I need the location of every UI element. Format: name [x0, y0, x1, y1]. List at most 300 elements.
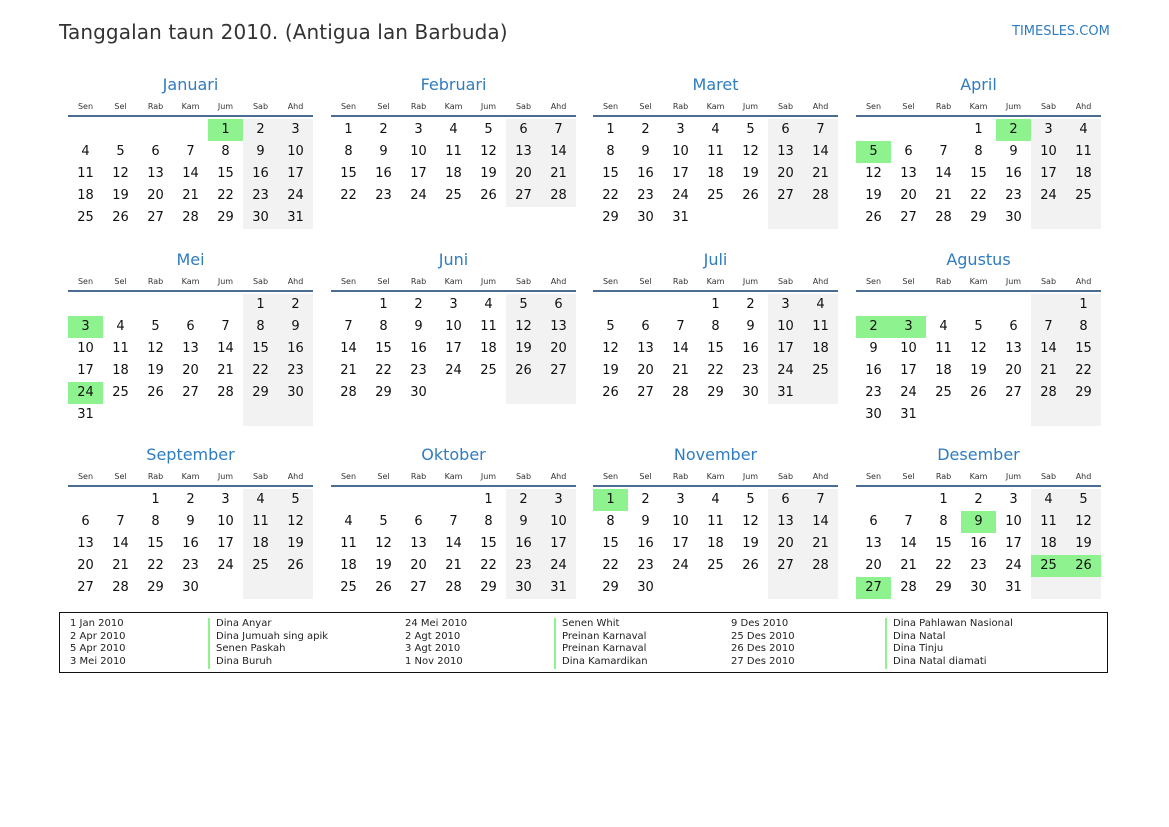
day-cell[interactable]: 21 — [803, 163, 838, 185]
day-cell[interactable]: 19 — [970, 363, 987, 378]
day-cell[interactable]: 30 — [1005, 210, 1022, 225]
day-cell[interactable]: 7 — [939, 144, 948, 159]
day-cell[interactable]: 16 — [243, 163, 278, 185]
day-cell[interactable]: 23 — [375, 188, 392, 203]
day-cell[interactable]: 8 — [711, 319, 720, 334]
day-cell[interactable]: 23 — [1005, 188, 1022, 203]
day-cell[interactable]: 20 — [768, 533, 803, 555]
day-cell[interactable]: 17 — [217, 536, 234, 551]
day-cell[interactable]: 11 — [803, 316, 838, 338]
day-cell[interactable]: 2 — [379, 122, 388, 137]
day-cell[interactable]: 31 — [672, 210, 689, 225]
day-cell[interactable]: 3 — [1009, 492, 1018, 507]
day-cell[interactable]: 4 — [939, 319, 948, 334]
day-cell[interactable]: 21 — [1031, 360, 1066, 382]
day-cell[interactable]: 5 — [484, 122, 493, 137]
day-cell[interactable]: 23 — [637, 558, 654, 573]
day-cell[interactable]: 22 — [1066, 360, 1101, 382]
day-cell[interactable]: 1 — [208, 119, 243, 141]
day-cell[interactable]: 29 — [970, 210, 987, 225]
day-cell[interactable]: 13 — [1005, 341, 1022, 356]
day-cell[interactable]: 1 — [711, 297, 720, 312]
day-cell[interactable]: 4 — [116, 319, 125, 334]
day-cell[interactable]: 8 — [379, 319, 388, 334]
day-cell[interactable]: 3 — [768, 294, 803, 316]
day-cell[interactable]: 19 — [480, 166, 497, 181]
day-cell[interactable]: 7 — [186, 144, 195, 159]
day-cell[interactable]: 8 — [344, 144, 353, 159]
day-cell[interactable]: 31 — [541, 577, 576, 599]
day-cell[interactable]: 8 — [606, 514, 615, 529]
day-cell[interactable]: 31 — [1005, 580, 1022, 595]
day-cell[interactable]: 21 — [900, 558, 917, 573]
day-cell[interactable]: 10 — [541, 511, 576, 533]
day-cell[interactable]: 29 — [480, 580, 497, 595]
day-cell[interactable]: 30 — [243, 207, 278, 229]
day-cell[interactable]: 1 — [606, 122, 615, 137]
day-cell[interactable]: 9 — [1009, 144, 1018, 159]
day-cell[interactable]: 1 — [939, 492, 948, 507]
day-cell[interactable]: 4 — [711, 122, 720, 137]
day-cell[interactable]: 3 — [68, 316, 103, 338]
day-cell[interactable]: 4 — [344, 514, 353, 529]
day-cell[interactable]: 11 — [340, 536, 357, 551]
day-cell[interactable]: 2 — [856, 316, 891, 338]
day-cell[interactable]: 25 — [445, 188, 462, 203]
day-cell[interactable]: 14 — [672, 341, 689, 356]
day-cell[interactable]: 2 — [641, 122, 650, 137]
day-cell[interactable]: 25 — [77, 210, 94, 225]
day-cell[interactable]: 9 — [186, 514, 195, 529]
day-cell[interactable]: 13 — [541, 316, 576, 338]
day-cell[interactable]: 6 — [869, 514, 878, 529]
day-cell[interactable]: 26 — [742, 558, 759, 573]
day-cell[interactable]: 20 — [637, 363, 654, 378]
day-cell[interactable]: 1 — [1066, 294, 1101, 316]
day-cell[interactable]: 27 — [147, 210, 164, 225]
day-cell[interactable]: 30 — [637, 210, 654, 225]
day-cell[interactable]: 28 — [541, 185, 576, 207]
day-cell[interactable]: 12 — [506, 316, 541, 338]
day-cell[interactable]: 26 — [506, 360, 541, 382]
day-cell[interactable]: 5 — [856, 141, 891, 163]
day-cell[interactable]: 19 — [375, 558, 392, 573]
day-cell[interactable]: 2 — [278, 294, 313, 316]
day-cell[interactable]: 29 — [935, 580, 952, 595]
day-cell[interactable]: 27 — [637, 385, 654, 400]
day-cell[interactable]: 25 — [340, 580, 357, 595]
day-cell[interactable]: 10 — [672, 144, 689, 159]
day-cell[interactable]: 17 — [672, 536, 689, 551]
day-cell[interactable]: 1 — [379, 297, 388, 312]
day-cell[interactable]: 21 — [217, 363, 234, 378]
day-cell[interactable]: 5 — [151, 319, 160, 334]
day-cell[interactable]: 4 — [484, 297, 493, 312]
day-cell[interactable]: 18 — [1066, 163, 1101, 185]
day-cell[interactable]: 15 — [1066, 338, 1101, 360]
day-cell[interactable]: 28 — [935, 210, 952, 225]
day-cell[interactable]: 18 — [445, 166, 462, 181]
day-cell[interactable]: 22 — [707, 363, 724, 378]
day-cell[interactable]: 29 — [1066, 382, 1101, 404]
day-cell[interactable]: 23 — [637, 188, 654, 203]
day-cell[interactable]: 28 — [182, 210, 199, 225]
day-cell[interactable]: 31 — [768, 382, 803, 404]
day-cell[interactable]: 9 — [869, 341, 878, 356]
day-cell[interactable]: 4 — [449, 122, 458, 137]
day-cell[interactable]: 2 — [186, 492, 195, 507]
day-cell[interactable]: 20 — [768, 163, 803, 185]
day-cell[interactable]: 20 — [147, 188, 164, 203]
day-cell[interactable]: 7 — [1031, 316, 1066, 338]
day-cell[interactable]: 1 — [974, 122, 983, 137]
day-cell[interactable]: 21 — [672, 363, 689, 378]
day-cell[interactable]: 18 — [707, 166, 724, 181]
day-cell[interactable]: 14 — [182, 166, 199, 181]
day-cell[interactable]: 14 — [340, 341, 357, 356]
day-cell[interactable]: 22 — [935, 558, 952, 573]
day-cell[interactable]: 8 — [606, 144, 615, 159]
day-cell[interactable]: 12 — [742, 514, 759, 529]
day-cell[interactable]: 9 — [379, 144, 388, 159]
day-cell[interactable]: 21 — [182, 188, 199, 203]
day-cell[interactable]: 22 — [375, 363, 392, 378]
day-cell[interactable]: 15 — [243, 338, 278, 360]
day-cell[interactable]: 6 — [151, 144, 160, 159]
day-cell[interactable]: 18 — [243, 533, 278, 555]
day-cell[interactable]: 13 — [865, 536, 882, 551]
day-cell[interactable]: 18 — [112, 363, 129, 378]
day-cell[interactable]: 13 — [147, 166, 164, 181]
day-cell[interactable]: 10 — [672, 514, 689, 529]
day-cell[interactable]: 24 — [768, 360, 803, 382]
day-cell[interactable]: 2 — [996, 119, 1031, 141]
day-cell[interactable]: 3 — [221, 492, 230, 507]
day-cell[interactable]: 2 — [974, 492, 983, 507]
day-cell[interactable]: 28 — [340, 385, 357, 400]
day-cell[interactable]: 16 — [637, 166, 654, 181]
day-cell[interactable]: 26 — [480, 188, 497, 203]
day-cell[interactable]: 24 — [672, 188, 689, 203]
day-cell[interactable]: 16 — [278, 338, 313, 360]
day-cell[interactable]: 11 — [445, 144, 462, 159]
day-cell[interactable]: 6 — [414, 514, 423, 529]
day-cell[interactable]: 19 — [742, 536, 759, 551]
day-cell[interactable]: 7 — [676, 319, 685, 334]
day-cell[interactable]: 12 — [1066, 511, 1101, 533]
day-cell[interactable]: 8 — [221, 144, 230, 159]
day-cell[interactable]: 3 — [414, 122, 423, 137]
day-cell[interactable]: 31 — [900, 407, 917, 422]
day-cell[interactable]: 1 — [344, 122, 353, 137]
day-cell[interactable]: 25 — [112, 385, 129, 400]
day-cell[interactable]: 3 — [891, 316, 926, 338]
day-cell[interactable]: 19 — [602, 363, 619, 378]
day-cell[interactable]: 25 — [935, 385, 952, 400]
day-cell[interactable]: 5 — [278, 489, 313, 511]
day-cell[interactable]: 24 — [541, 555, 576, 577]
day-cell[interactable]: 11 — [1031, 511, 1066, 533]
day-cell[interactable]: 5 — [746, 122, 755, 137]
day-cell[interactable]: 25 — [707, 558, 724, 573]
day-cell[interactable]: 29 — [243, 382, 278, 404]
day-cell[interactable]: 6 — [768, 489, 803, 511]
day-cell[interactable]: 9 — [243, 141, 278, 163]
day-cell[interactable]: 14 — [541, 141, 576, 163]
day-cell[interactable]: 5 — [746, 492, 755, 507]
day-cell[interactable]: 4 — [243, 489, 278, 511]
day-cell[interactable]: 4 — [711, 492, 720, 507]
day-cell[interactable]: 20 — [865, 558, 882, 573]
day-cell[interactable]: 26 — [147, 385, 164, 400]
day-cell[interactable]: 28 — [217, 385, 234, 400]
day-cell[interactable]: 6 — [81, 514, 90, 529]
day-cell[interactable]: 13 — [900, 166, 917, 181]
day-cell[interactable]: 15 — [217, 166, 234, 181]
day-cell[interactable]: 26 — [112, 210, 129, 225]
day-cell[interactable]: 21 — [445, 558, 462, 573]
day-cell[interactable]: 23 — [182, 558, 199, 573]
day-cell[interactable]: 23 — [506, 555, 541, 577]
day-cell[interactable]: 10 — [900, 341, 917, 356]
day-cell[interactable]: 12 — [742, 144, 759, 159]
day-cell[interactable]: 3 — [449, 297, 458, 312]
day-cell[interactable]: 20 — [182, 363, 199, 378]
day-cell[interactable]: 7 — [541, 119, 576, 141]
day-cell[interactable]: 10 — [1031, 141, 1066, 163]
day-cell[interactable]: 30 — [410, 385, 427, 400]
day-cell[interactable]: 12 — [865, 166, 882, 181]
day-cell[interactable]: 18 — [340, 558, 357, 573]
day-cell[interactable]: 1 — [151, 492, 160, 507]
day-cell[interactable]: 21 — [112, 558, 129, 573]
day-cell[interactable]: 2 — [506, 489, 541, 511]
day-cell[interactable]: 16 — [375, 166, 392, 181]
day-cell[interactable]: 16 — [865, 363, 882, 378]
day-cell[interactable]: 14 — [803, 141, 838, 163]
day-cell[interactable]: 20 — [77, 558, 94, 573]
day-cell[interactable]: 7 — [116, 514, 125, 529]
day-cell[interactable]: 17 — [541, 533, 576, 555]
day-cell[interactable]: 15 — [340, 166, 357, 181]
day-cell[interactable]: 22 — [217, 188, 234, 203]
day-cell[interactable]: 7 — [344, 319, 353, 334]
day-cell[interactable]: 17 — [278, 163, 313, 185]
day-cell[interactable]: 19 — [506, 338, 541, 360]
day-cell[interactable]: 13 — [637, 341, 654, 356]
day-cell[interactable]: 8 — [151, 514, 160, 529]
day-cell[interactable]: 13 — [768, 141, 803, 163]
day-cell[interactable]: 27 — [768, 555, 803, 577]
day-cell[interactable]: 28 — [672, 385, 689, 400]
day-cell[interactable]: 7 — [449, 514, 458, 529]
day-cell[interactable]: 22 — [243, 360, 278, 382]
day-cell[interactable]: 1 — [484, 492, 493, 507]
day-cell[interactable]: 12 — [375, 536, 392, 551]
day-cell[interactable]: 22 — [480, 558, 497, 573]
day-cell[interactable]: 4 — [803, 294, 838, 316]
day-cell[interactable]: 11 — [707, 144, 724, 159]
day-cell[interactable]: 19 — [742, 166, 759, 181]
day-cell[interactable]: 28 — [445, 580, 462, 595]
day-cell[interactable]: 9 — [506, 511, 541, 533]
day-cell[interactable]: 5 — [116, 144, 125, 159]
day-cell[interactable]: 10 — [768, 316, 803, 338]
day-cell[interactable]: 18 — [935, 363, 952, 378]
day-cell[interactable]: 6 — [506, 119, 541, 141]
day-cell[interactable]: 14 — [112, 536, 129, 551]
day-cell[interactable]: 23 — [970, 558, 987, 573]
day-cell[interactable]: 23 — [742, 363, 759, 378]
day-cell[interactable]: 14 — [217, 341, 234, 356]
day-cell[interactable]: 24 — [217, 558, 234, 573]
day-cell[interactable]: 5 — [1066, 489, 1101, 511]
day-cell[interactable]: 20 — [1005, 363, 1022, 378]
day-cell[interactable]: 13 — [768, 511, 803, 533]
day-cell[interactable]: 27 — [77, 580, 94, 595]
day-cell[interactable]: 13 — [506, 141, 541, 163]
day-cell[interactable]: 15 — [480, 536, 497, 551]
day-cell[interactable]: 9 — [278, 316, 313, 338]
day-cell[interactable]: 2 — [746, 297, 755, 312]
day-cell[interactable]: 29 — [602, 210, 619, 225]
day-cell[interactable]: 18 — [803, 338, 838, 360]
day-cell[interactable]: 6 — [1009, 319, 1018, 334]
day-cell[interactable]: 20 — [410, 558, 427, 573]
day-cell[interactable]: 4 — [1031, 489, 1066, 511]
day-cell[interactable]: 27 — [506, 185, 541, 207]
day-cell[interactable]: 29 — [707, 385, 724, 400]
day-cell[interactable]: 10 — [217, 514, 234, 529]
day-cell[interactable]: 30 — [865, 407, 882, 422]
day-cell[interactable]: 18 — [1031, 533, 1066, 555]
day-cell[interactable]: 19 — [112, 188, 129, 203]
day-cell[interactable]: 3 — [541, 489, 576, 511]
day-cell[interactable]: 28 — [803, 555, 838, 577]
day-cell[interactable]: 7 — [803, 489, 838, 511]
day-cell[interactable]: 20 — [900, 188, 917, 203]
day-cell[interactable]: 22 — [340, 188, 357, 203]
day-cell[interactable]: 11 — [1066, 141, 1101, 163]
day-cell[interactable]: 2 — [243, 119, 278, 141]
day-cell[interactable]: 5 — [606, 319, 615, 334]
day-cell[interactable]: 17 — [77, 363, 94, 378]
day-cell[interactable]: 26 — [278, 555, 313, 577]
day-cell[interactable]: 31 — [278, 207, 313, 229]
day-cell[interactable]: 18 — [707, 536, 724, 551]
day-cell[interactable]: 17 — [1031, 163, 1066, 185]
day-cell[interactable]: 8 — [939, 514, 948, 529]
day-cell[interactable]: 19 — [1066, 533, 1101, 555]
day-cell[interactable]: 21 — [935, 188, 952, 203]
day-cell[interactable]: 24 — [1031, 185, 1066, 207]
day-cell[interactable]: 27 — [410, 580, 427, 595]
day-cell[interactable]: 25 — [707, 188, 724, 203]
day-cell[interactable]: 16 — [1005, 166, 1022, 181]
day-cell[interactable]: 26 — [970, 385, 987, 400]
day-cell[interactable]: 3 — [676, 492, 685, 507]
day-cell[interactable]: 12 — [112, 166, 129, 181]
day-cell[interactable]: 18 — [480, 341, 497, 356]
day-cell[interactable]: 25 — [803, 360, 838, 382]
day-cell[interactable]: 31 — [77, 407, 94, 422]
day-cell[interactable]: 21 — [803, 533, 838, 555]
day-cell[interactable]: 24 — [68, 382, 103, 404]
day-cell[interactable]: 30 — [742, 385, 759, 400]
day-cell[interactable]: 21 — [340, 363, 357, 378]
day-cell[interactable]: 18 — [77, 188, 94, 203]
day-cell[interactable]: 28 — [112, 580, 129, 595]
day-cell[interactable]: 17 — [1005, 536, 1022, 551]
site-link[interactable]: TIMESLES.COM — [1012, 24, 1110, 39]
day-cell[interactable]: 22 — [602, 188, 619, 203]
day-cell[interactable]: 7 — [904, 514, 913, 529]
day-cell[interactable]: 13 — [410, 536, 427, 551]
day-cell[interactable]: 19 — [278, 533, 313, 555]
day-cell[interactable]: 29 — [147, 580, 164, 595]
day-cell[interactable]: 19 — [147, 363, 164, 378]
day-cell[interactable]: 8 — [1066, 316, 1101, 338]
day-cell[interactable]: 11 — [480, 319, 497, 334]
day-cell[interactable]: 10 — [410, 144, 427, 159]
day-cell[interactable]: 27 — [1005, 385, 1022, 400]
day-cell[interactable]: 8 — [484, 514, 493, 529]
day-cell[interactable]: 16 — [410, 341, 427, 356]
day-cell[interactable]: 25 — [1031, 555, 1066, 577]
day-cell[interactable]: 17 — [672, 166, 689, 181]
day-cell[interactable]: 2 — [641, 492, 650, 507]
day-cell[interactable]: 23 — [278, 360, 313, 382]
day-cell[interactable]: 25 — [1066, 185, 1101, 207]
day-cell[interactable]: 11 — [77, 166, 94, 181]
day-cell[interactable]: 20 — [506, 163, 541, 185]
day-cell[interactable]: 7 — [803, 119, 838, 141]
day-cell[interactable]: 8 — [243, 316, 278, 338]
day-cell[interactable]: 16 — [970, 536, 987, 551]
day-cell[interactable]: 30 — [970, 580, 987, 595]
day-cell[interactable]: 24 — [900, 385, 917, 400]
day-cell[interactable]: 26 — [742, 188, 759, 203]
day-cell[interactable]: 1 — [593, 489, 628, 511]
day-cell[interactable]: 23 — [243, 185, 278, 207]
day-cell[interactable]: 24 — [1005, 558, 1022, 573]
day-cell[interactable]: 14 — [935, 166, 952, 181]
day-cell[interactable]: 5 — [506, 294, 541, 316]
day-cell[interactable]: 26 — [865, 210, 882, 225]
day-cell[interactable]: 14 — [445, 536, 462, 551]
day-cell[interactable]: 30 — [506, 577, 541, 599]
day-cell[interactable]: 28 — [900, 580, 917, 595]
day-cell[interactable]: 27 — [768, 185, 803, 207]
day-cell[interactable]: 6 — [904, 144, 913, 159]
day-cell[interactable]: 15 — [602, 536, 619, 551]
day-cell[interactable]: 9 — [641, 514, 650, 529]
day-cell[interactable]: 22 — [147, 558, 164, 573]
day-cell[interactable]: 21 — [541, 163, 576, 185]
day-cell[interactable]: 3 — [1031, 119, 1066, 141]
day-cell[interactable]: 15 — [707, 341, 724, 356]
day-cell[interactable]: 30 — [278, 382, 313, 404]
day-cell[interactable]: 11 — [112, 341, 129, 356]
day-cell[interactable]: 9 — [641, 144, 650, 159]
day-cell[interactable]: 28 — [1031, 382, 1066, 404]
day-cell[interactable]: 7 — [221, 319, 230, 334]
day-cell[interactable]: 11 — [243, 511, 278, 533]
day-cell[interactable]: 15 — [147, 536, 164, 551]
day-cell[interactable]: 12 — [480, 144, 497, 159]
day-cell[interactable]: 10 — [77, 341, 94, 356]
day-cell[interactable]: 16 — [637, 536, 654, 551]
